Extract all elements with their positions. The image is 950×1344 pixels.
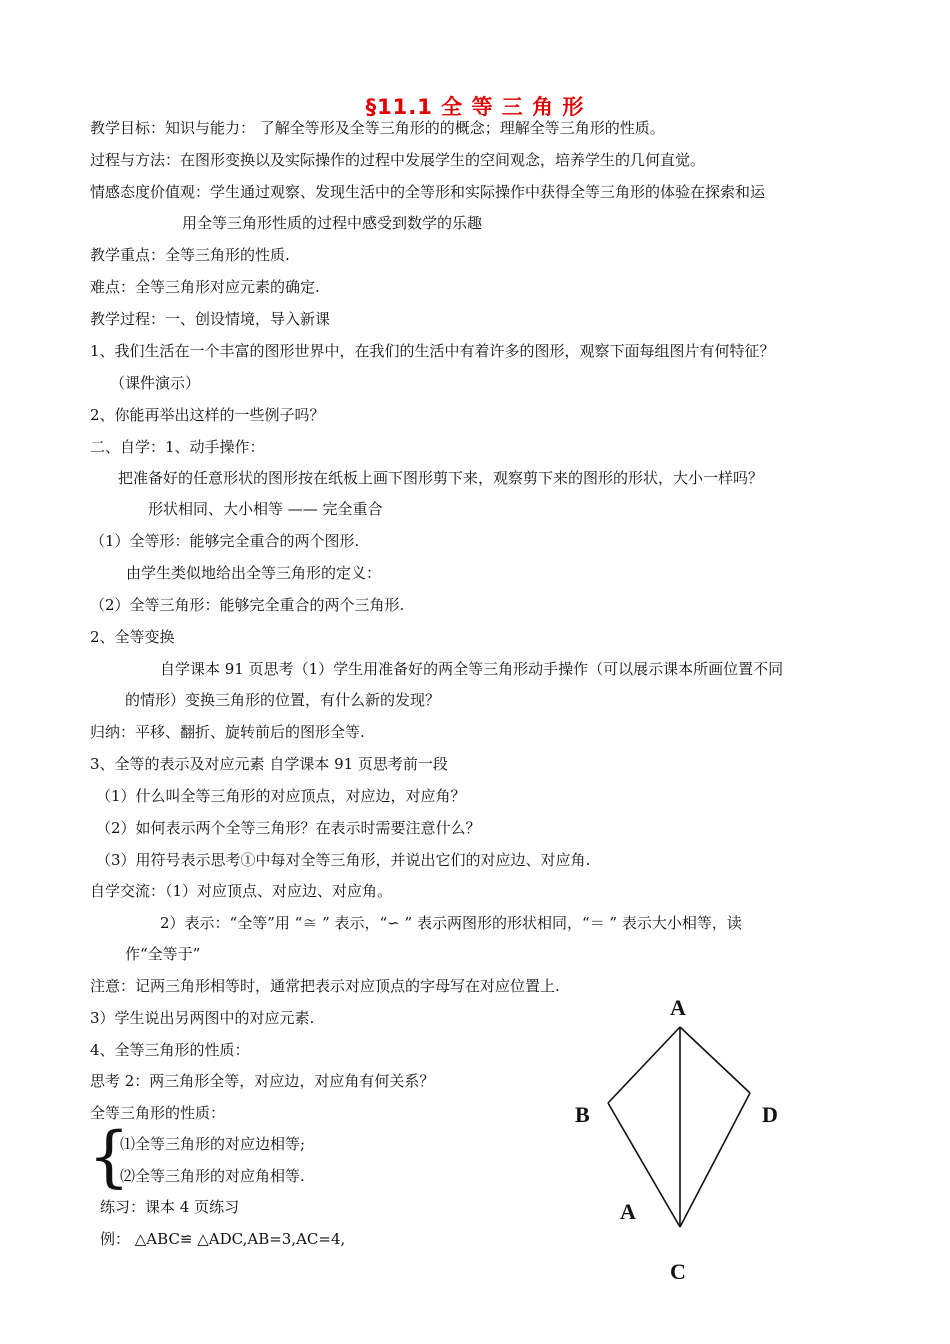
brace-symbol: {	[88, 1118, 130, 1195]
line-property-sides: ⑴全等三角形的对应边相等;	[120, 1135, 306, 1153]
segment-ab	[608, 1027, 680, 1103]
line-exchange: 自学交流：（1）对应顶点、对应边、对应角。	[90, 882, 393, 900]
line-notation: 2）表示：“全等”用 “≅ ” 表示，“∽ ” 表示两图形的形状相同，“＝ ” 表示大小相等，读	[160, 914, 742, 932]
line-difficulty: 难点：全等三角形对应元素的确定.	[90, 278, 320, 296]
line-notation-head: 3、全等的表示及对应元素 自学课本 91 页思考前一段	[90, 755, 448, 773]
segment-ad	[680, 1027, 750, 1093]
line-notation-cont: 作“全等于”	[125, 945, 201, 963]
line-def-congruent: （1）全等形：能够完全重合的两个图形.	[90, 532, 360, 550]
line-transform-head: 2、全等变换	[90, 628, 175, 646]
line-courseware: （课件演示）	[110, 374, 201, 392]
line-question-2: （2）如何表示两个全等三角形？在表示时需要注意什么？	[96, 819, 481, 837]
line-property-angles: ⑵全等三角形的对应角相等.	[120, 1167, 305, 1185]
label-a-bottom: A	[620, 1199, 636, 1224]
line-exercise: 练习：课本 4 页练习	[100, 1198, 240, 1216]
line-process: 教学过程：一、创设情境，导入新课	[90, 310, 331, 328]
line-students-define: 由学生类似地给出全等三角形的定义：	[126, 564, 382, 582]
segment-bc	[608, 1103, 680, 1227]
line-process-method: 过程与方法：在图形变换以及实际操作的过程中发展学生的空间观念，培养学生的几何直觉。	[90, 151, 706, 169]
line-textbook-91: 自学课本 91 页思考（1）学生用准备好的两全等三角形动手操作（可以展示课本所画位置不同	[160, 660, 784, 678]
segment-dc	[680, 1093, 750, 1227]
line-attitude: 情感态度价值观：学生通过观察、发现生活中的全等形和实际操作中获得全等三角形的体验在探索和运	[90, 183, 766, 201]
line-objectives: 教学目标：知识与能力： 了解全等形及全等三角形的的概念；理解全等三角形的性质。	[90, 119, 665, 137]
line-key-point: 教学重点：全等三角形的性质.	[90, 246, 290, 264]
kite-diagram	[560, 985, 800, 1305]
line-item-1: 1、我们生活在一个丰富的图形世界中，在我们的生活中有着许多的图形，观察下面每组图片有何特征？	[90, 342, 775, 360]
line-think-2: 思考 2：两三角形全等，对应边，对应角有何关系？	[90, 1072, 435, 1090]
label-a-top: A	[670, 995, 686, 1020]
line-properties: 全等三角形的性质：	[90, 1104, 226, 1122]
line-summary: 归纳：平移、翻折、旋转前后的图形全等.	[90, 723, 365, 741]
line-example: 例： △ABC≌ △ADC,AB=3,AC=4,	[100, 1230, 346, 1248]
line-def-triangle: （2）全等三角形：能够完全重合的两个三角形.	[90, 596, 405, 614]
line-question-3: （3）用符号表示思考①中每对全等三角形，并说出它们的对应边、对应角.	[96, 851, 591, 869]
line-attitude-cont: 用全等三角形性质的过程中感受到数学的乐趣	[182, 214, 483, 232]
line-textbook-91-cont: 的情形）变换三角形的位置，有什么新的发现？	[125, 691, 441, 709]
line-hands-on: 把准备好的任意形状的图形按在纸板上画下图形剪下来，观察剪下来的图形的形状，大小一样吗？	[118, 469, 764, 487]
line-coincide: 形状相同、大小相等 —— 完全重合	[148, 500, 383, 518]
page-title: §11.1 全 等 三 角 形	[365, 95, 585, 119]
line-self-study: 二、自学：1、动手操作：	[90, 438, 265, 456]
label-b: B	[575, 1102, 590, 1127]
line-other-elements: 3）学生说出另两图中的对应元素.	[90, 1009, 315, 1027]
line-properties-head: 4、全等三角形的性质：	[90, 1041, 250, 1059]
label-d: D	[762, 1102, 778, 1127]
line-item-2: 2、你能再举出这样的一些例子吗？	[90, 406, 325, 424]
line-question-1: （1）什么叫全等三角形的对应顶点，对应边，对应角？	[96, 787, 466, 805]
line-note: 注意：记两三角形相等时，通常把表示对应顶点的字母写在对应位置上.	[90, 977, 560, 995]
kite-figure	[608, 1027, 750, 1227]
label-c: C	[670, 1259, 686, 1284]
